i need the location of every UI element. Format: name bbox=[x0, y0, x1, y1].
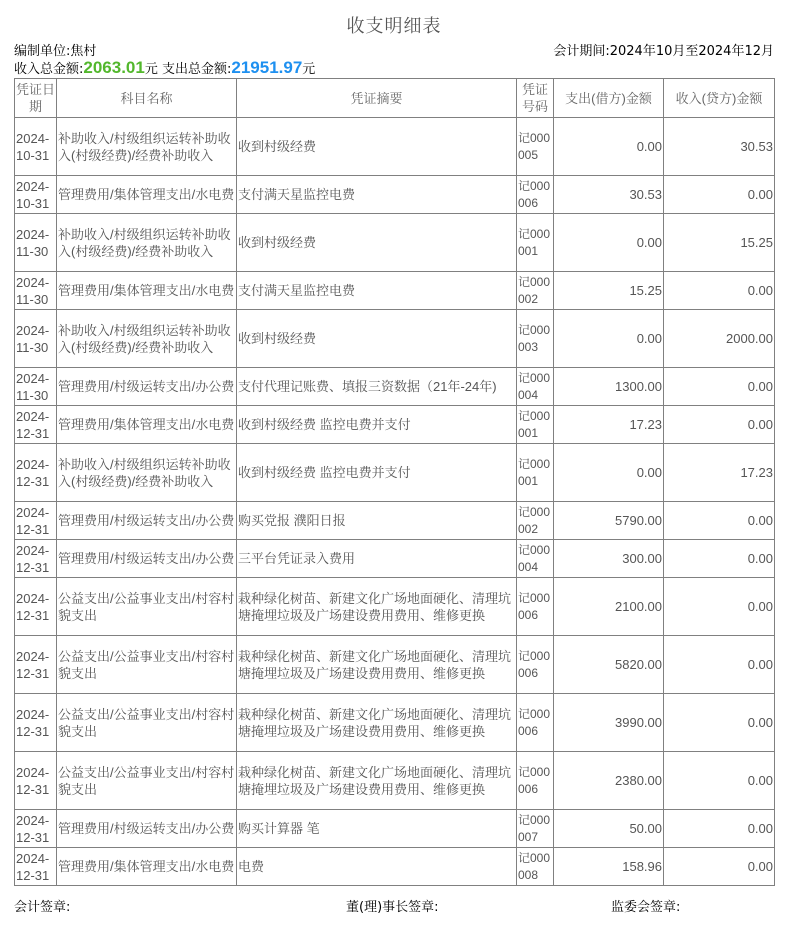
credit-cell: 0.00 bbox=[664, 752, 775, 810]
debit-cell: 0.00 bbox=[554, 310, 664, 368]
table-row bbox=[15, 848, 775, 886]
account-cell: 补助收入/村级组织运转补助收入(村级经费)/经费补助收入 bbox=[57, 118, 237, 176]
voucher-cell: 记000006 bbox=[517, 752, 554, 810]
table-row bbox=[15, 368, 775, 406]
account-cell: 管理费用/村级运转支出/办公费 bbox=[57, 810, 237, 848]
table-row bbox=[15, 310, 775, 368]
accounting-period: 会计期间:2024年10月至2024年12月 bbox=[553, 44, 774, 59]
debit-cell: 3990.00 bbox=[554, 694, 664, 752]
table-row bbox=[15, 502, 775, 540]
voucher-cell: 记000003 bbox=[517, 310, 554, 368]
summary-cell: 支付代理记账费、填报三资数据（21年-24年) bbox=[237, 368, 517, 406]
summary-cell: 电费 bbox=[237, 848, 517, 886]
date-cell: 2024-12-31 bbox=[15, 810, 57, 848]
table-row bbox=[15, 578, 775, 636]
credit-cell: 0.00 bbox=[664, 502, 775, 540]
account-cell: 公益支出/公益事业支出/村容村貌支出 bbox=[57, 694, 237, 752]
income-total-value: 2063.01 bbox=[83, 58, 145, 77]
col-header-date: 凭证日期 bbox=[15, 79, 57, 118]
account-cell: 管理费用/村级运转支出/办公费 bbox=[57, 502, 237, 540]
date-cell: 2024-12-31 bbox=[15, 502, 57, 540]
debit-cell: 0.00 bbox=[554, 214, 664, 272]
date-cell: 2024-11-30 bbox=[15, 272, 57, 310]
table-row bbox=[15, 118, 775, 176]
table-row bbox=[15, 694, 775, 752]
table-row bbox=[15, 176, 775, 214]
voucher-cell: 记000001 bbox=[517, 214, 554, 272]
debit-cell: 1300.00 bbox=[554, 368, 664, 406]
table-row bbox=[15, 636, 775, 694]
summary-cell: 支付满天星监控电费 bbox=[237, 176, 517, 214]
credit-cell: 30.53 bbox=[664, 118, 775, 176]
credit-cell: 0.00 bbox=[664, 848, 775, 886]
col-header-summary: 凭证摘要 bbox=[237, 79, 517, 118]
account-cell: 管理费用/集体管理支出/水电费 bbox=[57, 406, 237, 444]
table-row bbox=[15, 540, 775, 578]
voucher-cell: 记000004 bbox=[517, 540, 554, 578]
account-cell: 管理费用/村级运转支出/办公费 bbox=[57, 368, 237, 406]
account-cell: 管理费用/集体管理支出/水电费 bbox=[57, 272, 237, 310]
table-row bbox=[15, 406, 775, 444]
voucher-cell: 记000006 bbox=[517, 578, 554, 636]
account-cell: 公益支出/公益事业支出/村容村貌支出 bbox=[57, 636, 237, 694]
account-cell: 管理费用/村级运转支出/办公费 bbox=[57, 540, 237, 578]
income-unit: 元 bbox=[144, 62, 158, 77]
voucher-cell: 记000001 bbox=[517, 406, 554, 444]
credit-cell: 0.00 bbox=[664, 272, 775, 310]
account-cell: 管理费用/集体管理支出/水电费 bbox=[57, 848, 237, 886]
debit-cell: 50.00 bbox=[554, 810, 664, 848]
page-title: 收支明细表 bbox=[346, 16, 442, 37]
summary-cell: 收到村级经费 监控电费并支付 bbox=[237, 444, 517, 502]
income-total-label: 收入总金额: bbox=[14, 62, 84, 77]
voucher-cell: 记000006 bbox=[517, 636, 554, 694]
col-header-voucher: 凭证号码 bbox=[517, 79, 554, 118]
ledger-body bbox=[15, 118, 775, 886]
date-cell: 2024-11-30 bbox=[15, 368, 57, 406]
credit-cell: 2000.00 bbox=[664, 310, 775, 368]
voucher-cell: 记000006 bbox=[517, 176, 554, 214]
debit-cell: 5790.00 bbox=[554, 502, 664, 540]
summary-cell: 栽种绿化树苗、新建文化广场地面硬化、清理坑塘掩埋垃圾及广场建设费用费用、维修更换 bbox=[237, 578, 517, 636]
supervisor-signature: 监委会签章: bbox=[611, 900, 681, 915]
summary-cell: 收到村级经费 bbox=[237, 310, 517, 368]
date-cell: 2024-12-31 bbox=[15, 848, 57, 886]
voucher-cell: 记000005 bbox=[517, 118, 554, 176]
accountant-signature: 会计签章: bbox=[14, 900, 71, 915]
summary-cell: 栽种绿化树苗、新建文化广场地面硬化、清理坑塘掩埋垃圾及广场建设费用费用、维修更换 bbox=[237, 636, 517, 694]
table-row bbox=[15, 444, 775, 502]
credit-cell: 0.00 bbox=[664, 694, 775, 752]
summary-cell: 购买计算器 笔 bbox=[237, 810, 517, 848]
credit-cell: 0.00 bbox=[664, 406, 775, 444]
date-cell: 2024-10-31 bbox=[15, 176, 57, 214]
ledger-table bbox=[14, 78, 775, 886]
account-cell: 补助收入/村级组织运转补助收入(村级经费)/经费补助收入 bbox=[57, 214, 237, 272]
expense-unit: 元 bbox=[302, 62, 316, 77]
summary-cell: 收到村级经费 bbox=[237, 118, 517, 176]
credit-cell: 0.00 bbox=[664, 176, 775, 214]
report-meta bbox=[14, 40, 774, 58]
summary-cell: 三平台凭证录入费用 bbox=[237, 540, 517, 578]
date-cell: 2024-12-31 bbox=[15, 694, 57, 752]
expense-total-value: 21951.97 bbox=[231, 58, 303, 77]
voucher-cell: 记000002 bbox=[517, 502, 554, 540]
col-header-credit: 收入(贷方)金额 bbox=[664, 79, 775, 118]
date-cell: 2024-12-31 bbox=[15, 636, 57, 694]
table-row bbox=[15, 752, 775, 810]
voucher-cell: 记000001 bbox=[517, 444, 554, 502]
credit-cell: 17.23 bbox=[664, 444, 775, 502]
table-row bbox=[15, 214, 775, 272]
account-cell: 公益支出/公益事业支出/村容村貌支出 bbox=[57, 752, 237, 810]
credit-cell: 0.00 bbox=[664, 810, 775, 848]
account-cell: 补助收入/村级组织运转补助收入(村级经费)/经费补助收入 bbox=[57, 444, 237, 502]
debit-cell: 5820.00 bbox=[554, 636, 664, 694]
signature-row bbox=[14, 896, 774, 914]
debit-cell: 30.53 bbox=[554, 176, 664, 214]
table-row bbox=[15, 810, 775, 848]
col-header-account: 科目名称 bbox=[57, 79, 237, 118]
credit-cell: 0.00 bbox=[664, 578, 775, 636]
credit-cell: 0.00 bbox=[664, 540, 775, 578]
debit-cell: 300.00 bbox=[554, 540, 664, 578]
debit-cell: 158.96 bbox=[554, 848, 664, 886]
date-cell: 2024-11-30 bbox=[15, 310, 57, 368]
date-cell: 2024-10-31 bbox=[15, 118, 57, 176]
voucher-cell: 记000006 bbox=[517, 694, 554, 752]
compiling-unit: 编制单位:焦村 bbox=[14, 44, 97, 59]
account-cell: 补助收入/村级组织运转补助收入(村级经费)/经费补助收入 bbox=[57, 310, 237, 368]
debit-cell: 2100.00 bbox=[554, 578, 664, 636]
summary-cell: 收到村级经费 bbox=[237, 214, 517, 272]
account-cell: 公益支出/公益事业支出/村容村貌支出 bbox=[57, 578, 237, 636]
summary-cell: 栽种绿化树苗、新建文化广场地面硬化、清理坑塘掩埋垃圾及广场建设费用费用、维修更换 bbox=[237, 694, 517, 752]
voucher-cell: 记000008 bbox=[517, 848, 554, 886]
date-cell: 2024-12-31 bbox=[15, 444, 57, 502]
credit-cell: 0.00 bbox=[664, 368, 775, 406]
summary-cell: 栽种绿化树苗、新建文化广场地面硬化、清理坑塘掩埋垃圾及广场建设费用费用、维修更换 bbox=[237, 752, 517, 810]
date-cell: 2024-12-31 bbox=[15, 578, 57, 636]
summary-cell: 支付满天星监控电费 bbox=[237, 272, 517, 310]
table-header-row bbox=[15, 79, 775, 118]
chairman-signature: 董(理)事长签章: bbox=[346, 900, 439, 915]
voucher-cell: 记000004 bbox=[517, 368, 554, 406]
summary-cell: 购买党报 濮阳日报 bbox=[237, 502, 517, 540]
col-header-debit: 支出(借方)金额 bbox=[554, 79, 664, 118]
credit-cell: 15.25 bbox=[664, 214, 775, 272]
date-cell: 2024-12-31 bbox=[15, 540, 57, 578]
table-row bbox=[15, 272, 775, 310]
debit-cell: 0.00 bbox=[554, 444, 664, 502]
debit-cell: 15.25 bbox=[554, 272, 664, 310]
summary-cell: 收到村级经费 监控电费并支付 bbox=[237, 406, 517, 444]
voucher-cell: 记000002 bbox=[517, 272, 554, 310]
debit-cell: 17.23 bbox=[554, 406, 664, 444]
debit-cell: 0.00 bbox=[554, 118, 664, 176]
date-cell: 2024-11-30 bbox=[15, 214, 57, 272]
debit-cell: 2380.00 bbox=[554, 752, 664, 810]
date-cell: 2024-12-31 bbox=[15, 752, 57, 810]
expense-total-label: 支出总金额: bbox=[157, 62, 232, 77]
voucher-cell: 记000007 bbox=[517, 810, 554, 848]
credit-cell: 0.00 bbox=[664, 636, 775, 694]
totals-summary bbox=[14, 58, 315, 78]
account-cell: 管理费用/集体管理支出/水电费 bbox=[57, 176, 237, 214]
date-cell: 2024-12-31 bbox=[15, 406, 57, 444]
